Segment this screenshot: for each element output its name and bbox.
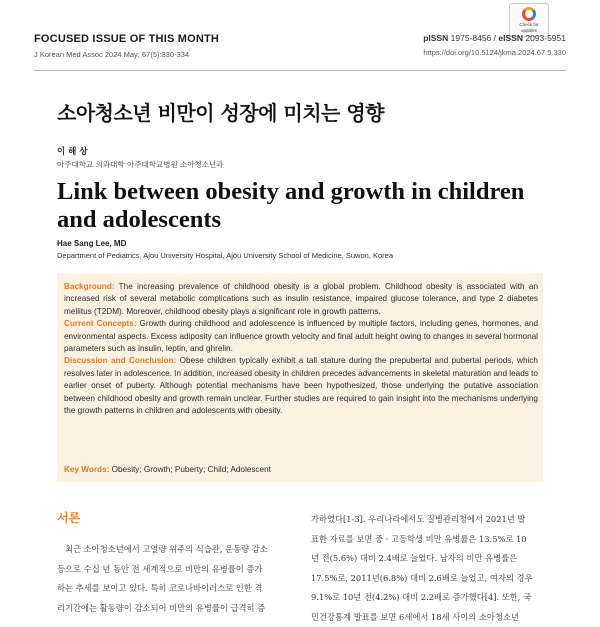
- text-line: 9.1%로 10년 전(4.2%) 대비 2.2배로 증가했다[4]. 또한, 국: [311, 588, 533, 608]
- badge-text-2: updates: [510, 28, 548, 33]
- abstract-discussion: Discussion and Conclusion: Obese children typically exhibit a tall stature during the prepubertal and pubertal periods, which resolves later in adolescence. In addition, increased obesity in children precedes advancements in skeletal maturation and leads to earlier onset of puberty. Although potential mechanisms have been hypothesized, those underlying the putative association between childhood obesity and growth remain unclear. Further studies are required to gain insight into the mechanisms underlying the growth patterns in children and adolescents with obesity.: [64, 355, 538, 417]
- abstract-box: [57, 273, 543, 482]
- check-for-updates-badge[interactable]: [509, 3, 549, 37]
- intro-column-right: [311, 510, 533, 627]
- journal-header-left: [34, 33, 219, 59]
- intro-heading: 서론: [57, 509, 80, 526]
- abstract-concepts: Current Concepts: Growth during childhood and adolescence is influenced by multiple factors, including genes, hormones, and environmental aspects. Excess adiposity can influence growth velocity and final adult height owing to changes in several hormonal parameters such as insulin, leptin, and ghrelin.: [64, 318, 538, 355]
- text-line: 17.5%로, 2011년(6.8%) 대비 2.6배로 늘었고, 여자의 경우: [311, 569, 533, 589]
- intro-column-left: [57, 540, 268, 618]
- text-line: 최근 소아청소년에서 고열량 위주의 식습관, 운동량 감소: [57, 540, 268, 560]
- korean-title: 소아청소년 비만이 성장에 미치는 영향: [57, 97, 384, 126]
- section-label: FOCUSED ISSUE OF THIS MONTH: [34, 33, 219, 45]
- journal-header-right: [423, 33, 566, 57]
- text-line: 등으로 수십 년 동안 전 세계적으로 비만의 유병률이 증가: [57, 560, 268, 580]
- issn-line: pISSN 1975-8456 / eISSN 2093-5951: [423, 33, 566, 43]
- text-line: 하는 추세를 보이고 있다. 특히 코로나바이러스로 인한 격: [57, 579, 268, 599]
- text-line: 리기간에는 활동량이 감소되어 비만의 유병률이 급격히 증: [57, 599, 268, 619]
- doi-link[interactable]: https://doi.org/10.5124/jkma.2024.67.5.330: [423, 48, 566, 57]
- text-line: 가하였다[1-3]. 우리나라에서도 질병관리청에서 2021년 발: [311, 510, 533, 530]
- badge-text-1: Check for: [510, 22, 548, 27]
- text-line: 년 전(5.6%) 대비 2.4배로 늘었다. 남자의 비만 유병률은: [311, 549, 533, 569]
- english-affiliation: Department of Pediatrics, Ajou University Hospital, Ajou University School of Medicine, Suwon, Korea: [57, 251, 393, 260]
- abstract-background: Background: The increasing prevalence of childhood obesity is a global problem. Childhood obesity is associated with an increased risk of several metabolic complications such as insulin resistance, impaired glucose tolerance, and type 2 diabetes mellitus (T2DM). Moreover, childhood obesity plays a significant role in growth patterns.: [64, 281, 538, 318]
- keywords: Key Words: Obesity; Growth; Puberty; Child; Adolescent: [64, 465, 271, 474]
- header-divider: [34, 70, 566, 71]
- text-line: 표한 자료를 보면 중 · 고등학생 비만 유병률은 13.5%로 10: [311, 530, 533, 550]
- text-line: 민건강통계 발표를 보면 6세에서 18세 사이의 소아청소년: [311, 608, 533, 627]
- update-icon: [522, 7, 536, 21]
- korean-author: 이 해 상: [57, 145, 88, 157]
- citation: J Korean Med Assoc 2024 May; 67(5):330-334: [34, 50, 219, 59]
- english-title: Link between obesity and growth in children and adolescents: [57, 178, 557, 234]
- abstract-body: [64, 281, 538, 417]
- korean-affiliation: 아주대학교 의과대학 아주대학교병원 소아청소년과: [57, 159, 224, 170]
- english-author: Hae Sang Lee, MD: [57, 239, 126, 248]
